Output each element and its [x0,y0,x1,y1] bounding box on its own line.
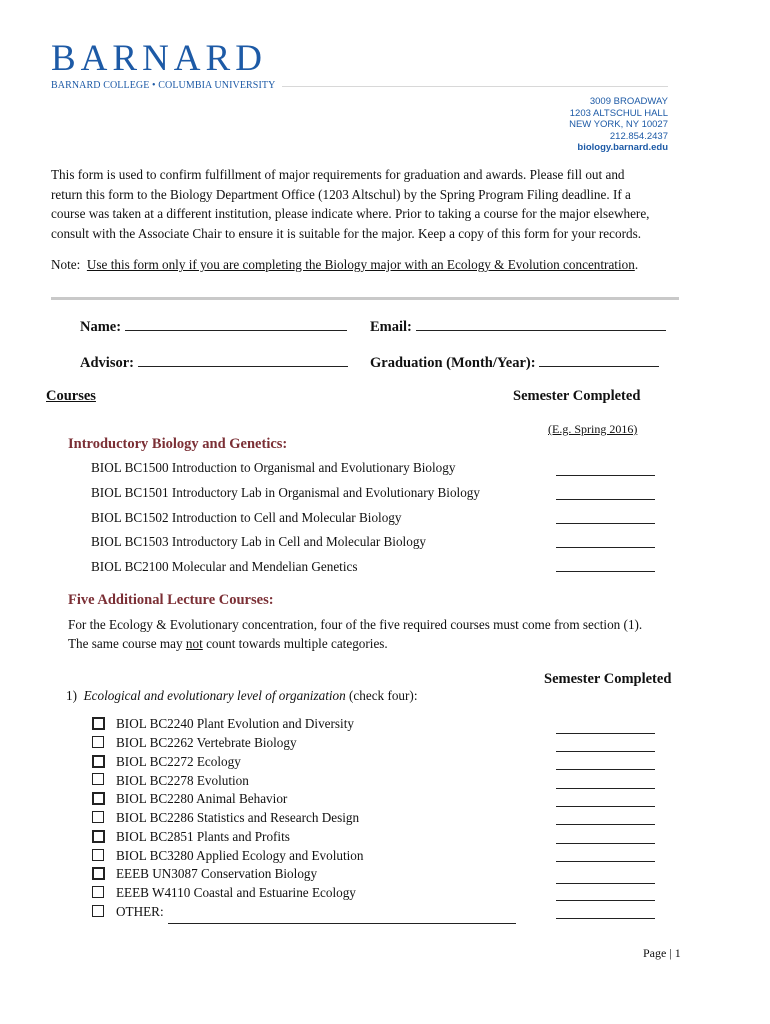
semester-blank[interactable] [556,883,655,884]
semester-blank[interactable] [556,751,655,752]
subsection-suffix: (check four): [345,688,418,703]
semester-blank[interactable] [556,547,655,548]
semester-blank[interactable] [556,806,655,807]
page-number: Page | 1 [643,946,681,960]
graduation-label: Graduation (Month/Year): [370,355,536,371]
semester-blank[interactable] [556,571,655,572]
note-suffix: . [634,257,639,272]
subsection-number: 1) [66,688,77,703]
intro-line: return this form to the Biology Department Office (1203 Altschul) by the Spring Program Filing deadline. If a [51,186,631,202]
header-divider [282,86,668,87]
elective-course: BIOL BC2280 Animal Behavior [116,791,288,806]
address-line: 3009 BROADWAY [589,96,668,107]
intro-paragraph [51,165,691,243]
website-link[interactable]: biology.barnard.edu [577,142,668,153]
checkbox[interactable] [92,736,104,748]
subsection-italic: Ecological and evolutionary level of organization [83,688,346,703]
phone-number: 212.854.2437 [609,130,668,142]
intro-line: course was taken at a different institution, please indicate where. Prior to taking a course for the major elsewhere, [51,206,650,221]
advisor-blank[interactable] [138,352,348,367]
lecture-description-line [68,636,388,652]
desc-part: count towards multiple categories. [202,636,388,651]
intro-course: BIOL BC1501 Introductory Lab in Organismal and Evolutionary Biology [91,485,480,500]
advisor-label: Advisor: [80,355,134,371]
note-prefix: Note: [51,257,81,272]
elective-course: EEEB W4110 Coastal and Estuarine Ecology [116,885,356,900]
department-address [569,96,668,154]
intro-course: BIOL BC1500 Introduction to Organismal and Evolutionary Biology [91,460,456,475]
name-blank[interactable] [125,316,347,331]
name-field[interactable] [80,316,347,336]
address-line: NEW YORK, NY 10027 [569,119,668,130]
usage-note [51,257,638,273]
other-label: OTHER: [116,904,164,919]
intro-course: BIOL BC2100 Molecular and Mendelian Genetics [91,559,358,574]
advisor-field[interactable] [80,352,348,372]
subsection-1-heading [66,688,417,704]
checkbox[interactable] [92,849,104,861]
semester-blank[interactable] [556,843,655,844]
graduation-field[interactable] [370,352,659,372]
checkbox[interactable] [92,811,104,823]
email-blank[interactable] [416,316,666,331]
intro-line: This form is used to confirm fulfillment of major requirements for graduation and awards. Please fill out and [51,167,625,182]
email-field[interactable] [370,316,666,336]
elective-course: EEEB UN3087 Conservation Biology [116,866,318,881]
checkbox[interactable] [92,717,105,730]
checkbox[interactable] [92,905,104,917]
section-separator [51,297,679,300]
semester-blank[interactable] [556,918,655,919]
elective-course: BIOL BC2272 Ecology [116,754,241,769]
elective-course: BIOL BC2262 Vertebrate Biology [116,735,297,750]
intro-line: consult with the Associate Chair to ensure it is suitable for the major. Keep a copy of this form for your records. [51,225,641,241]
semester-blank[interactable] [556,824,655,825]
elective-course: BIOL BC3280 Applied Ecology and Evolution [116,848,364,863]
checkbox[interactable] [92,755,105,768]
checkbox[interactable] [92,773,104,785]
lecture-description-line: For the Ecology & Evolutionary concentration, four of the five required courses must come from section (1). [68,617,643,632]
semester-blank[interactable] [556,733,655,734]
name-label: Name: [80,319,122,335]
intro-course: BIOL BC1502 Introduction to Cell and Molecular Biology [91,510,402,525]
graduation-blank[interactable] [539,352,659,367]
lecture-section-title: Five Additional Lecture Courses: [68,592,274,608]
barnard-logo: BARNARD [51,38,267,79]
logo-subtitle: BARNARD COLLEGE • COLUMBIA UNIVERSITY [51,80,276,91]
elective-course: BIOL BC2240 Plant Evolution and Diversity [116,716,354,731]
semester-blank[interactable] [556,788,655,789]
address-line: 1203 ALTSCHUL HALL [569,107,668,119]
semester-blank[interactable] [556,861,655,862]
semester-heading: Semester Completed [513,388,641,404]
elective-course: BIOL BC2286 Statistics and Research Design [116,810,360,825]
email-label: Email: [370,319,412,335]
note-text: Use this form only if you are completing the Biology major with an Ecology & Evolution concentration [86,257,635,272]
semester-blank[interactable] [556,523,655,524]
courses-heading: Courses [46,388,96,404]
desc-part: The same course may [68,636,186,651]
semester-blank[interactable] [556,769,655,770]
checkbox[interactable] [92,886,104,898]
checkbox[interactable] [92,830,105,843]
semester-blank[interactable] [556,900,655,901]
intro-course: BIOL BC1503 Introductory Lab in Cell and Molecular Biology [91,534,427,549]
desc-emphasis: not [185,636,203,651]
intro-section-title: Introductory Biology and Genetics: [68,436,288,452]
elective-course: BIOL BC2278 Evolution [116,773,249,788]
semester-heading-2: Semester Completed [544,671,672,687]
checkbox[interactable] [92,867,105,880]
semester-example: (E.g. Spring 2016) [548,422,638,436]
elective-course: BIOL BC2851 Plants and Profits [116,829,290,844]
semester-blank[interactable] [556,499,655,500]
semester-blank[interactable] [556,475,655,476]
checkbox[interactable] [92,792,105,805]
other-course-blank[interactable] [168,923,516,924]
